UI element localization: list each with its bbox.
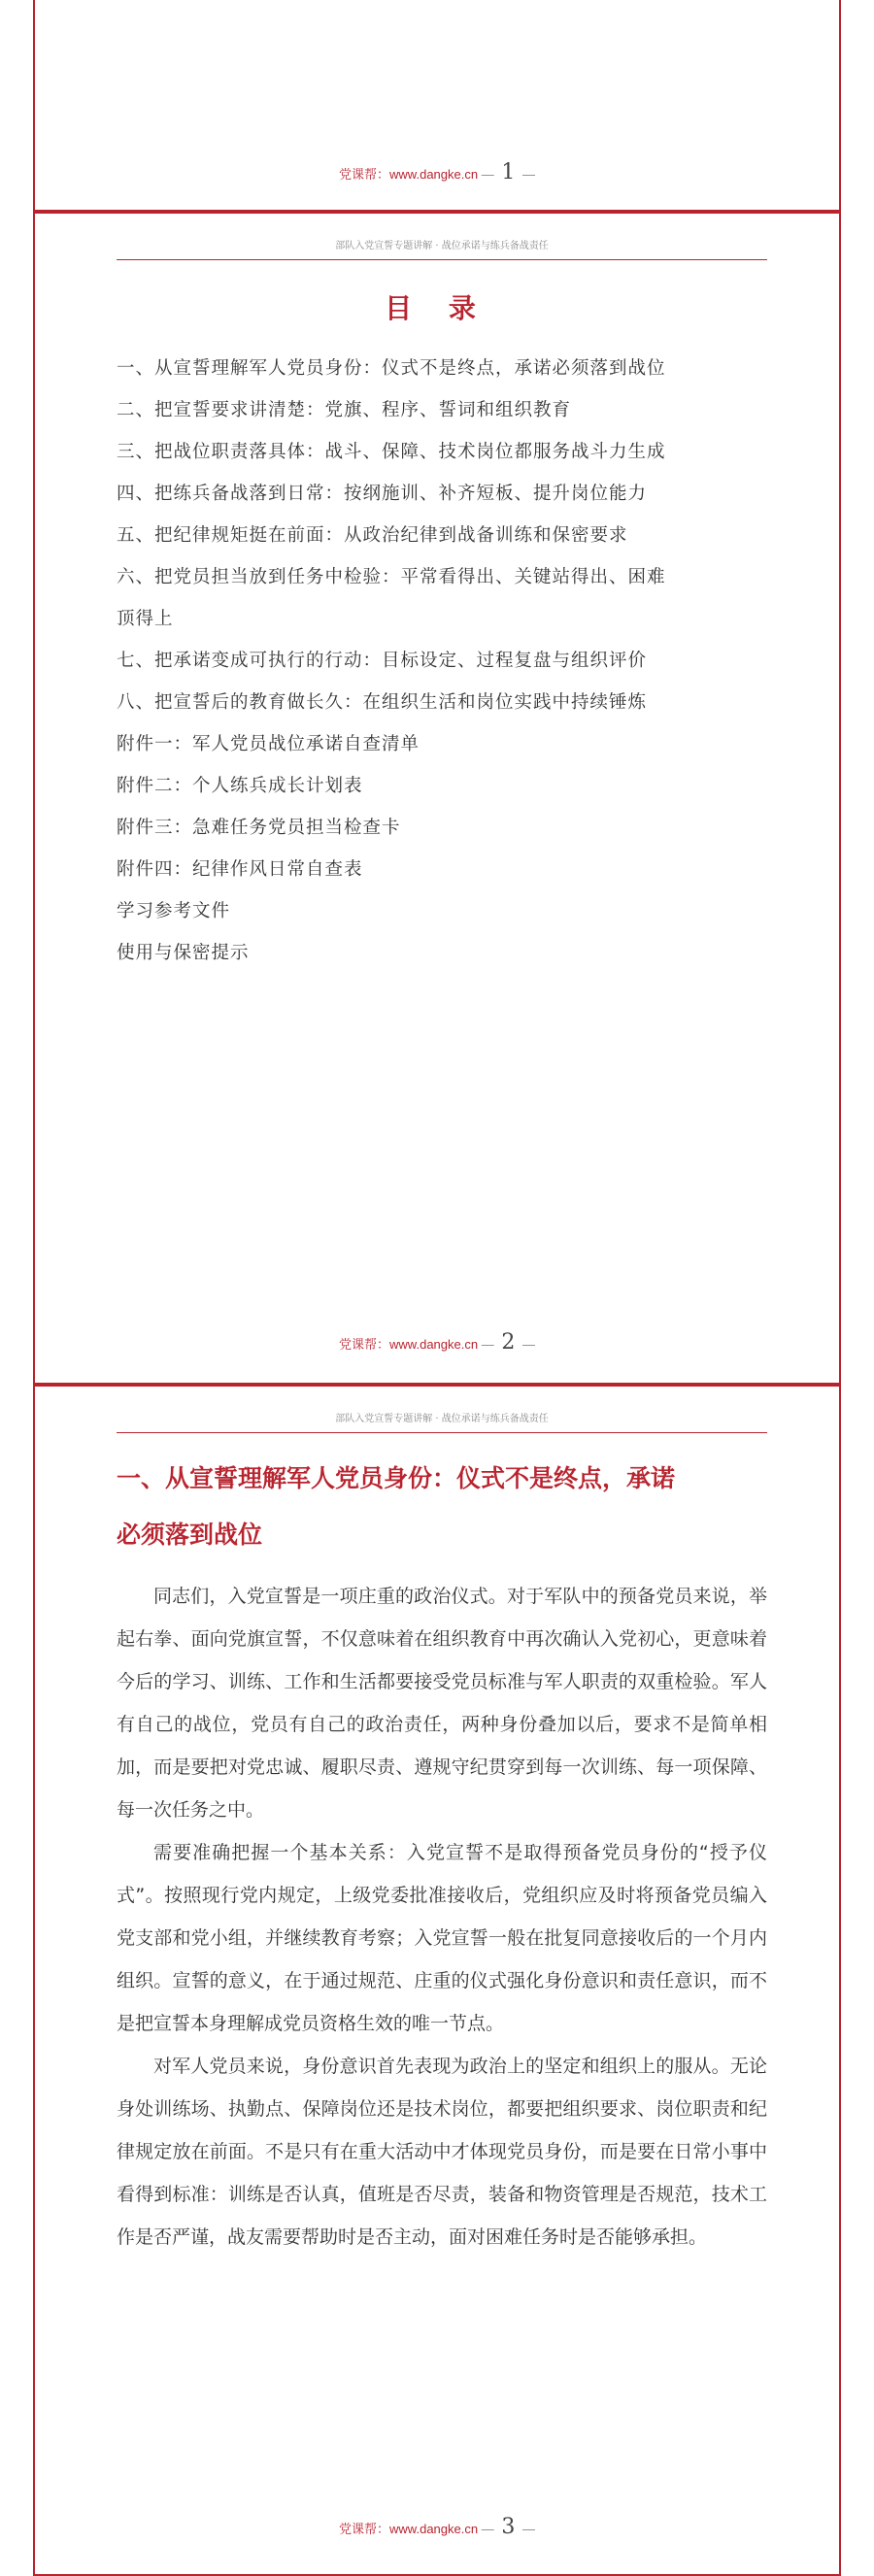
page-number: 3 xyxy=(501,2515,516,2539)
toc-item[interactable]: 六、把党员担当放到任务中检验：平常看得出、关键站得出、困难 xyxy=(117,567,666,587)
toc-item[interactable]: 顶得上 xyxy=(117,609,174,629)
paragraph: 需要准确把握一个基本关系：入党宣誓不是取得预备党员身份的“授予仪式”。按照现行党内规定，上级党委批准接收后，党组织应及时将预备党员编入党支部和党小组，并继续教育考察；入党宣誓一般在批复同意接收后的一个月内组织。宣誓的意义，在于通过规范、庄重的仪式强化身份意识和责任意识，而不是把宣誓本身理解成党员资格生效的唯一节点。 xyxy=(117,1842,767,2034)
running-header: 部队入党宣誓专题讲解 · 战位承诺与练兵备战责任 xyxy=(117,237,767,260)
toc-item[interactable]: 一、从宣誓理解军人党员身份：仪式不是终点，承诺必须落到战位 xyxy=(117,358,666,379)
footer-dash: — xyxy=(521,1337,535,1352)
page-number: 2 xyxy=(501,1330,516,1355)
toc-item[interactable]: 附件三：急难任务党员担当检查卡 xyxy=(117,818,401,838)
paragraph: 同志们，入党宣誓是一项庄重的政治仪式。对于军队中的预备党员来说，举起右拳、面向党旗宣誓，不仅意味着在组织教育中再次确认入党初心，更意味着今后的学习、训练、工作和生活都要接受党员标准与军人职责的双重检验。军人有自己的战位，党员有自己的政治责任，两种身份叠加以后，要求不是简单相加，而是要把对党忠诚、履职尽责、遵规守纪贯穿到每一次训练、每一项保障、每一次任务之中。 xyxy=(117,1586,767,1821)
section-body xyxy=(117,1575,767,2258)
paragraph: 对军人党员来说，身份意识首先表现为政治上的坚定和组织上的服从。无论身处训练场、执勤点、保障岗位还是技术岗位，都要把组织要求、岗位职责和纪律规定放在前面。不是只有在重大活动中才体现党员身份，而是要在日常小事中看得到标准：训练是否认真，值班是否尽责，装备和物资管理是否规范，技术工作是否严谨，战友需要帮助时是否主动，面对困难任务时是否能够承担。 xyxy=(117,2056,767,2248)
footer-site: 党课帮：www.dangke.cn xyxy=(339,167,479,182)
toc-item[interactable]: 三、把战位职责落具体：战斗、保障、技术岗位都服务战斗力生成 xyxy=(117,442,666,462)
footer-dash: — xyxy=(521,167,535,182)
toc-item[interactable]: 附件二：个人练兵成长计划表 xyxy=(117,776,363,796)
toc-item[interactable]: 附件一：军人党员战位承诺自查清单 xyxy=(117,734,420,754)
toc-item[interactable]: 学习参考文件 xyxy=(117,901,231,921)
toc-item[interactable]: 七、把承诺变成可执行的行动：目标设定、过程复盘与组织评价 xyxy=(117,651,648,671)
footer-dash: — xyxy=(481,1337,494,1352)
running-header: 部队入党宣誓专题讲解 · 战位承诺与练兵备战责任 xyxy=(117,1410,767,1433)
footer-site: 党课帮：www.dangke.cn xyxy=(339,1337,479,1352)
footer-dash: — xyxy=(481,2522,494,2536)
footer-site: 党课帮：www.dangke.cn xyxy=(339,2522,479,2536)
section-heading-line-2: 必须落到战位 xyxy=(117,1521,263,1549)
toc-item[interactable]: 二、把宣誓要求讲清楚：党旗、程序、誓词和组织教育 xyxy=(117,400,572,420)
toc-item[interactable]: 五、把纪律规矩挺在前面：从政治纪律到战备训练和保密要求 xyxy=(117,525,628,546)
footer-dash: — xyxy=(521,2522,535,2536)
toc-item[interactable]: 使用与保密提示 xyxy=(117,943,250,963)
toc-item[interactable]: 八、把宣誓后的教育做长久：在组织生活和岗位实践中持续锤炼 xyxy=(117,692,648,713)
toc-list xyxy=(117,348,767,974)
footer-dash: — xyxy=(481,167,494,182)
page-2-footer xyxy=(33,1330,841,1355)
toc-item[interactable]: 四、把练兵备战落到日常：按纲施训、补齐短板、提升岗位能力 xyxy=(117,484,648,504)
toc-title: 目 录 xyxy=(385,292,489,324)
page-number: 1 xyxy=(501,160,516,184)
toc-item[interactable]: 附件四：纪律作风日常自查表 xyxy=(117,859,363,880)
page-3-footer xyxy=(33,2515,841,2539)
section-heading xyxy=(117,1451,767,1563)
section-heading-line-1: 一、从宣誓理解军人党员身份：仪式不是终点，承诺 xyxy=(117,1464,676,1492)
page-1-footer xyxy=(33,160,841,184)
